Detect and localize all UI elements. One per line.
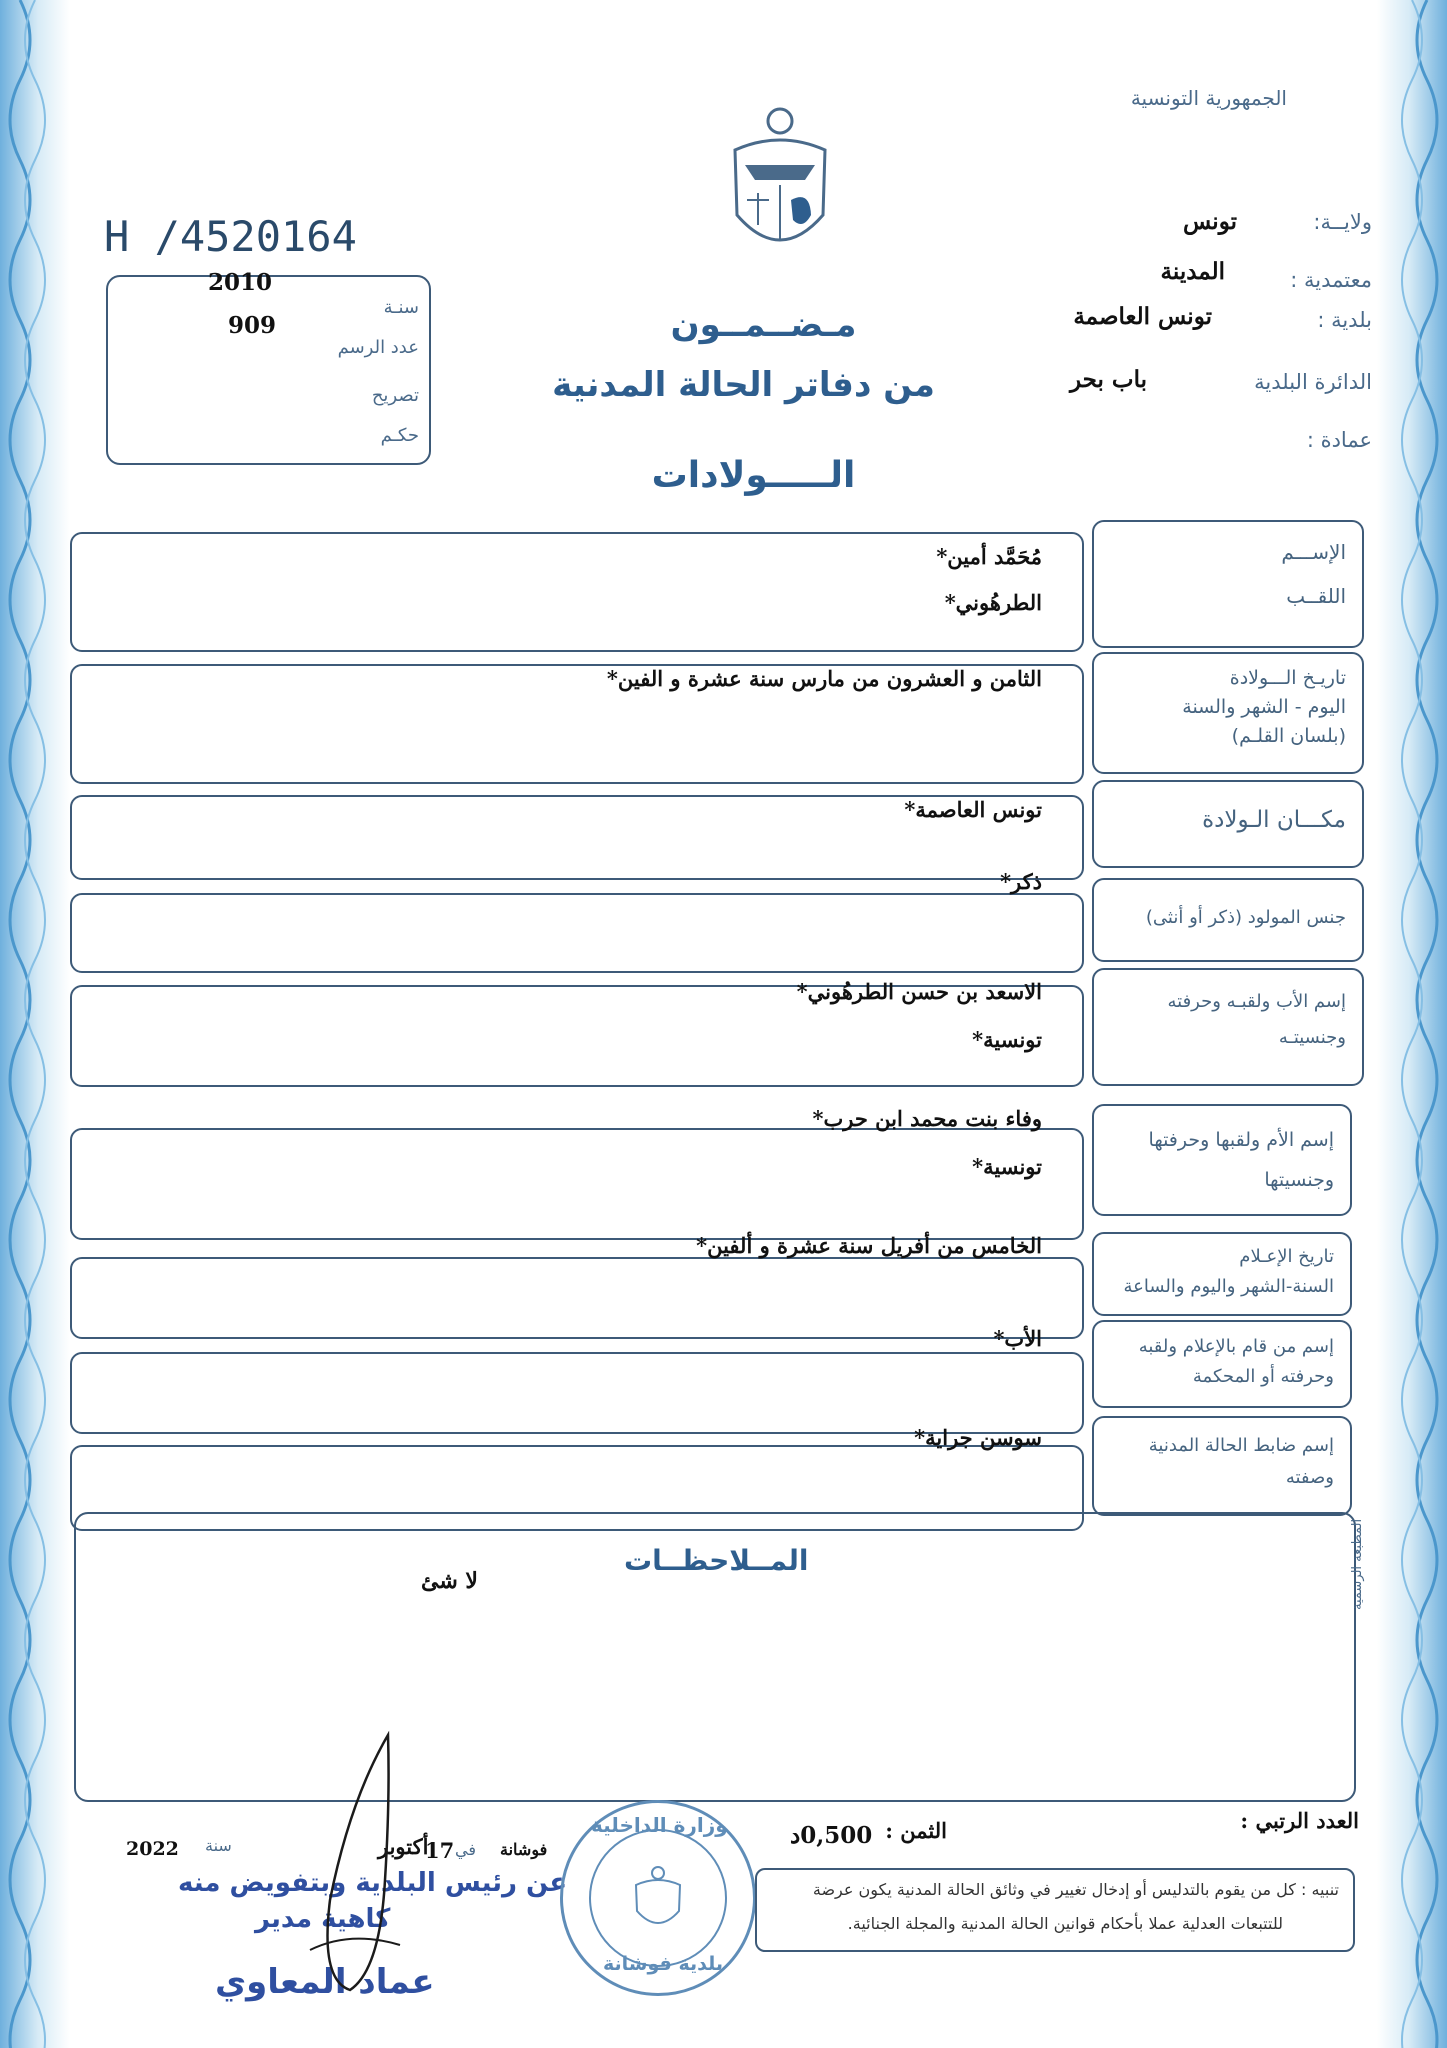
issue-day: 17: [425, 1838, 455, 1863]
birth-place-label: مكـــان الـولادة: [1202, 807, 1346, 833]
declarant-value-box: [70, 1326, 1084, 1434]
serial-number: H /4520164: [104, 212, 357, 261]
judgment-label: حكـم: [380, 425, 419, 446]
mother-label-box: [1092, 1104, 1352, 1216]
registrar-sub-label: وصفته: [1285, 1467, 1334, 1488]
mother-value-box: [70, 1106, 1084, 1240]
municipality-label: بلدية :: [1317, 308, 1372, 332]
declaration-date-label-box: [1092, 1232, 1352, 1316]
declarant-sub-label: وحرفته أو المحكمة: [1192, 1366, 1334, 1387]
mother-label: إسم الأم ولقبها وحرفتها: [1148, 1129, 1334, 1151]
district-label: الدائرة البلدية: [1254, 370, 1372, 394]
issue-year: 2022: [126, 1838, 179, 1860]
omada-label: عمادة :: [1306, 428, 1372, 452]
stamp-bottom-text: بلدية فوشانة: [603, 1953, 723, 1975]
registry-year-label: سنـة: [383, 297, 419, 318]
birth-place-value-box: [70, 795, 1084, 880]
delegation-label: معتمدية :: [1290, 268, 1372, 292]
title-line3: الـــــولادات: [651, 455, 856, 496]
stamp-top-text: وزارة الداخلية: [591, 1813, 728, 1837]
declaration-date-sub-label: السنة-الشهر واليوم والساعة: [1123, 1276, 1334, 1297]
declarant-label-box: [1092, 1320, 1352, 1408]
first-name-value: مُحَمَّد أمين*: [936, 544, 1042, 569]
surname-label: اللقــب: [1286, 584, 1346, 608]
registry-number-label: عدد الرسم: [337, 337, 419, 358]
mother-value: وفاء بنت محمد ابن حرب*: [812, 1106, 1042, 1131]
official-stamp: [560, 1800, 756, 1996]
issue-month: أكتوبر: [378, 1834, 429, 1859]
gender-label: جنس المولود (ذكر أو أنثى): [1145, 907, 1346, 928]
registrar-label-box: [1092, 1416, 1352, 1516]
birth-place-label-box: [1092, 780, 1364, 868]
remarks-value: لا شئ: [421, 1568, 478, 1594]
mother-nationality-value: تونسية*: [972, 1154, 1042, 1179]
republic-label: الجمهورية التونسية: [1130, 86, 1287, 110]
registrar-label: إسم ضابط الحالة المدنية: [1148, 1435, 1334, 1456]
municipality-value: تونس العاصمة: [1073, 303, 1212, 330]
signature-authority: عن رئيس البلدية وبتفويض منه: [178, 1868, 568, 1898]
governorate-label: ولايــة:: [1313, 210, 1372, 234]
father-label-box: [1092, 968, 1364, 1086]
issue-date-prefix: في: [455, 1840, 476, 1859]
title-line2: من دفاتر الحالة المدنية: [552, 365, 935, 405]
title-line1: مـضــمــون: [670, 305, 857, 345]
birth-date-value-box: [70, 664, 1084, 784]
birth-date-label: تاريـخ الـــولادة: [1229, 667, 1346, 689]
signature-title: كاهية مدير: [255, 1904, 391, 1934]
declaration-date-value-box: [70, 1233, 1084, 1339]
father-value: الاسعد بن حسن الطرهُوني*: [796, 979, 1042, 1004]
first-name-label: الإســـم: [1281, 540, 1346, 564]
issue-place: فوشانة: [500, 1840, 548, 1859]
warning-notice-box: [755, 1868, 1355, 1952]
coat-of-arms-icon: [725, 105, 835, 260]
declarant-value: الأب*: [993, 1326, 1042, 1351]
father-label: إسم الأب ولقبـه وحرفته: [1167, 991, 1346, 1012]
name-label-box: [1092, 520, 1364, 648]
registry-year: 2010: [208, 269, 273, 296]
footer-serial-label: العدد الرتبي :: [1240, 1808, 1359, 1833]
father-nationality-label: وجنسيتـه: [1278, 1027, 1346, 1048]
stamp-emblem-icon: [631, 1865, 685, 1931]
signature-name: عماد المعاوي: [215, 1962, 435, 2002]
district-value: باب بحر: [1069, 366, 1147, 393]
registry-number: 909: [228, 312, 277, 339]
birth-date-note: (بلسان القلـم): [1231, 725, 1346, 747]
warning-line2: للتتبعات العدلية عملا بأحكام قوانين الحالة المدنية والمجلة الجنائية.: [847, 1914, 1283, 1933]
gender-value-box: [70, 869, 1084, 973]
father-nationality-value: تونسية*: [972, 1027, 1042, 1052]
mother-nationality-label: وجنسيتها: [1264, 1169, 1334, 1191]
birth-date-sub-label: اليوم - الشهر والسنة: [1182, 696, 1346, 718]
birth-date-value: الثامن و العشرون من مارس سنة عشرة و الفين*: [606, 666, 1042, 691]
name-value-box: [70, 532, 1084, 652]
remarks-title: المــلاحظــات: [624, 1544, 809, 1577]
gender-label-box: [1092, 878, 1364, 962]
governorate-value: تونس: [1182, 208, 1237, 235]
declaration-date-value: الخامس من أفريل سنة عشرة و ألفين*: [696, 1233, 1042, 1258]
delegation-value: المدينة: [1160, 258, 1225, 285]
side-print-text: المطبعة الرسمية: [1350, 1518, 1365, 1610]
father-value-box: [70, 979, 1084, 1087]
registrar-value: سوسن جراية*: [914, 1425, 1042, 1450]
price-label: الثمن :: [885, 1818, 947, 1843]
warning-line1: تنبيه : كل من يقوم بالتدليس أو إدخال تغيير في وثائق الحالة المدنية يكون عرضة: [812, 1880, 1339, 1899]
price-value: 0,500د: [790, 1822, 873, 1849]
issue-year-label: سنة: [205, 1836, 232, 1855]
signature-scribble-icon: [290, 1720, 420, 2010]
gender-value: ذكر*: [1000, 869, 1042, 894]
birth-place-value: تونس العاصمة*: [904, 797, 1042, 822]
surname-value: الطرهُوني*: [944, 590, 1042, 615]
birth-date-label-box: [1092, 652, 1364, 774]
declaration-label: تصريح: [371, 385, 419, 406]
remarks-box: [74, 1512, 1356, 1802]
declaration-date-label: تاريخ الإعـلام: [1239, 1246, 1334, 1267]
declarant-label: إسم من قام بالإعلام ولقبه: [1138, 1336, 1334, 1357]
